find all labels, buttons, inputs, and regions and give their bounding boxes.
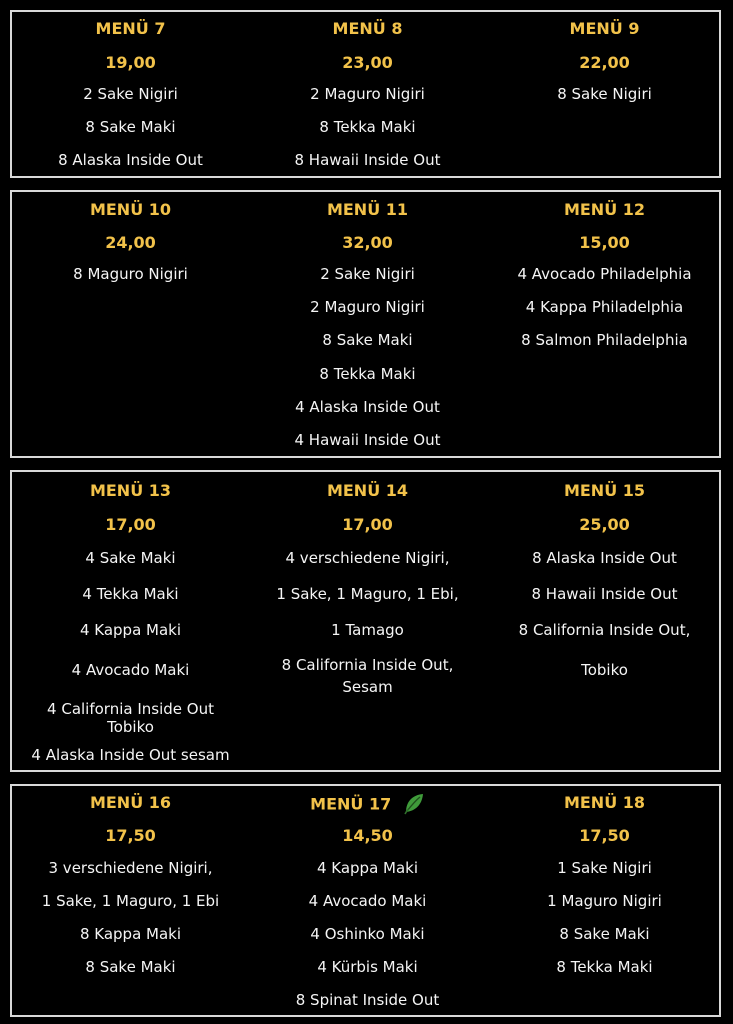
menu-price: 25,00	[579, 515, 630, 534]
menu-item: 8 Tekka Maki	[556, 958, 653, 976]
menu-item: 8 Maguro Nigiri	[73, 265, 188, 283]
menu-price: 17,50	[105, 826, 156, 845]
menu-price: 22,00	[579, 53, 630, 72]
menu-price: 24,00	[105, 233, 156, 252]
menu-item: 4 Avocado Philadelphia	[517, 265, 692, 283]
menu-panel-2	[10, 190, 721, 458]
menu-item: 4 Hawaii Inside Out	[294, 431, 441, 449]
menu-price: 17,50	[579, 826, 630, 845]
menu-item: 1 Sake, 1 Maguro, 1 Ebi	[41, 892, 220, 910]
menu-price: 17,00	[105, 515, 156, 534]
menu-item: 4 Tekka Maki	[82, 585, 179, 603]
menu-title: MENÜ 11	[326, 200, 409, 219]
menu-title: MENÜ 9	[569, 19, 640, 38]
menu-title-row	[249, 791, 486, 819]
menu-item: 4 Kappa Philadelphia	[525, 298, 684, 316]
menu-item: 2 Maguro Nigiri	[310, 85, 425, 103]
menu-title: MENÜ 13	[89, 481, 172, 500]
menu-item: 4 Avocado Maki	[71, 661, 190, 679]
menu-title: MENÜ 18	[563, 793, 646, 812]
menu-item: 2 Sake Nigiri	[83, 85, 178, 103]
menu-item: 1 Sake, 1 Maguro, 1 Ebi,	[276, 585, 459, 603]
menu-item: Tobiko	[581, 661, 628, 679]
menu-title: MENÜ 14	[326, 481, 409, 500]
menu-item: 8 Alaska Inside Out	[532, 549, 677, 567]
menu-item: 8 Sake Maki	[85, 118, 176, 136]
menu-item: 8 Sake Maki	[322, 331, 413, 349]
menu-item: Tobiko	[107, 718, 154, 736]
menu-item: 4 Kürbis Maki	[317, 958, 418, 976]
menu-item: 4 Sake Maki	[85, 549, 176, 567]
menu-item: 8 Sake Nigiri	[557, 85, 652, 103]
menu-panel-3	[10, 470, 721, 772]
menu-title: MENÜ 15	[563, 481, 646, 500]
menu-item: 4 Avocado Maki	[308, 892, 427, 910]
menu-item: 4 Alaska Inside Out sesam	[31, 746, 230, 764]
menu-item: 8 Hawaii Inside Out	[294, 151, 441, 169]
menu-item: 4 California Inside Out	[47, 700, 214, 718]
menu-item: 8 Kappa Maki	[79, 925, 182, 943]
menu-item: 4 Kappa Maki	[79, 621, 182, 639]
menu-price: 15,00	[579, 233, 630, 252]
menu-item: 4 Alaska Inside Out	[295, 398, 440, 416]
leaf-icon	[401, 791, 425, 819]
menu-item: 8 Hawaii Inside Out	[531, 585, 678, 603]
menu-item: 8 Salmon Philadelphia	[521, 331, 688, 349]
menu-item: 8 Tekka Maki	[319, 118, 416, 136]
menu-item: 2 Maguro Nigiri	[310, 298, 425, 316]
menu-item: 1 Sake Nigiri	[557, 859, 652, 877]
menu-title: MENÜ 17	[310, 794, 392, 814]
menu-item: 4 verschiedene Nigiri,	[285, 549, 450, 567]
menu-item: 8 Alaska Inside Out	[58, 151, 203, 169]
menu-item: 8 Spinat Inside Out	[295, 991, 440, 1009]
menu-item: 1 Maguro Nigiri	[547, 892, 662, 910]
menu-title: MENÜ 7	[95, 19, 166, 38]
menu-item: 1 Tamago	[331, 621, 404, 639]
menu-item: 8 California Inside Out,	[281, 656, 454, 674]
menu-item: 8 Sake Maki	[559, 925, 650, 943]
menu-item: 3 verschiedene Nigiri,	[48, 859, 213, 877]
menu-price: 19,00	[105, 53, 156, 72]
menu-item: 2 Sake Nigiri	[320, 265, 415, 283]
menu-item: 8 California Inside Out,	[518, 621, 691, 639]
menu-price: 23,00	[342, 53, 393, 72]
menu-item: 8 Sake Maki	[85, 958, 176, 976]
menu-item: 4 Kappa Maki	[316, 859, 419, 877]
menu-panel-1	[10, 10, 721, 178]
menu-price: 32,00	[342, 233, 393, 252]
menu-title: MENÜ 12	[563, 200, 646, 219]
menu-price: 17,00	[342, 515, 393, 534]
menu-item: 8 Tekka Maki	[319, 365, 416, 383]
menu-title: MENÜ 16	[89, 793, 172, 812]
menu-item: 4 Oshinko Maki	[310, 925, 425, 943]
menu-price: 14,50	[342, 826, 393, 845]
menu-title: MENÜ 10	[89, 200, 172, 219]
menu-item: Sesam	[342, 678, 393, 696]
menu-title: MENÜ 8	[332, 19, 403, 38]
menu-panel-4	[10, 784, 721, 1017]
